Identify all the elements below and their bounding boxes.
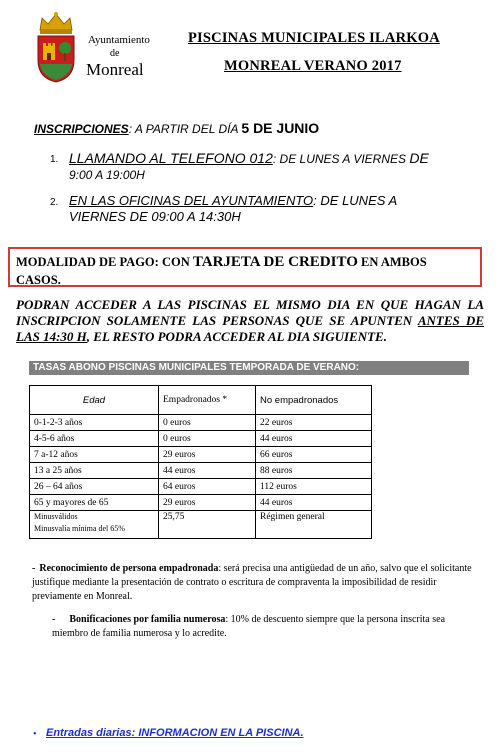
cell-registered: 29 euros — [159, 447, 256, 463]
item-method: EN LAS OFICINAS DEL AYUNTAMIENTO — [69, 193, 314, 208]
access-warning — [16, 297, 484, 345]
table-row — [30, 495, 372, 511]
table-row — [30, 415, 372, 431]
column-header-unregistered: No empadronados — [256, 386, 372, 415]
cell-age: 7 a-12 años — [30, 447, 159, 463]
note-bold: Reconocimiento de persona empadronada — [39, 563, 219, 574]
cell-registered: 29 euros — [159, 495, 256, 511]
cell-age-line-1: Minusválidos — [34, 512, 78, 521]
inscriptions-label: INSCRIPCIONES — [34, 122, 129, 136]
payment-prefix: MODALIDAD DE PAGO: CON — [16, 255, 193, 269]
column-header-age: Edad — [30, 386, 159, 415]
cell-registered: 64 euros — [159, 479, 256, 495]
item-number: 2. — [50, 197, 59, 208]
cell-unregistered: 22 euros — [256, 415, 372, 431]
cell-registered: 0 euros — [159, 431, 256, 447]
item-detail-b: DE — [409, 150, 429, 166]
cell-age: 26 – 64 años — [30, 479, 159, 495]
cell-registered: 25,75 — [159, 511, 256, 539]
item-text — [69, 150, 489, 183]
municipality-line-3: Monreal — [86, 60, 144, 79]
table-header-row — [30, 386, 372, 415]
item-detail-a: : DE LUNES A — [313, 193, 398, 208]
table-row — [30, 511, 372, 539]
payment-highlight: TARJETA DE CREDITO — [192, 254, 358, 270]
item-detail-a: : DE LUNES A VIERNES — [272, 152, 407, 166]
document-title-line-2: MONREAL VERANO 2017 — [224, 58, 402, 74]
note-bold: Bonificaciones por familia numerosa — [69, 614, 226, 625]
cell-unregistered: Régimen general — [256, 511, 372, 539]
column-header-registered: Empadronados * — [159, 386, 256, 415]
cell-unregistered: 44 euros — [256, 431, 372, 447]
item-method: LLAMANDO AL TELEFONO 012 — [69, 150, 273, 166]
document-title-line-1: PISCINAS MUNICIPALES ILARKOA — [188, 30, 440, 46]
warning-part-1: PODRAN ACCEDER A LAS PISCINAS EL MISMO DIA EN QUE HAGAN LA INSCRIPCION SOLAMENTE LAS PERSONAS QUE SE APUNTEN — [16, 297, 484, 328]
cell-age: 4-5-6 años — [30, 431, 159, 447]
cell-age: 0-1-2-3 años — [30, 415, 159, 431]
inscriptions-line — [34, 120, 319, 136]
cell-unregistered: 88 euros — [256, 463, 372, 479]
cell-age: 65 y mayores de 65 — [30, 495, 159, 511]
payment-suffix: EN AMBOS — [357, 255, 427, 269]
note-dash: - — [32, 563, 36, 574]
cell-unregistered: 112 euros — [256, 479, 372, 495]
cell-registered: 44 euros — [159, 463, 256, 479]
cell-unregistered: 66 euros — [256, 447, 372, 463]
table-row — [30, 431, 372, 447]
item-text — [69, 193, 489, 225]
coat-of-arms-logo — [34, 10, 78, 84]
cell-age: 13 a 25 años — [30, 463, 159, 479]
daily-entries-link[interactable]: Entradas diarias: INFORMACION EN LA PISCINA. — [46, 727, 304, 739]
fees-table — [29, 385, 372, 539]
note-text: : será precisa una antigüedad de un año, salvo que el solicitante justifique mediante la presentación de contrato o escritura de compraventa la imposibilidad de residir previamente en Monreal. — [32, 563, 472, 602]
cell-age-line-2: Minusvalía mínima del 65% — [34, 524, 125, 533]
item-detail-c: 9:00 A 19:00H — [69, 168, 145, 182]
warning-part-2: , EL RESTO PODRA ACCEDER AL DIA SIGUIENTE. — [86, 329, 387, 344]
bullet-icon: • — [33, 729, 37, 740]
note-registered-person — [32, 562, 472, 604]
item-detail-c: VIERNES DE 09:00 A 14:30H — [69, 209, 241, 224]
inscriptions-date: 5 DE JUNIO — [241, 120, 320, 136]
payment-line-2: CASOS. — [16, 273, 61, 287]
cell-unregistered: 44 euros — [256, 495, 372, 511]
table-row — [30, 479, 372, 495]
item-number: 1. — [50, 154, 59, 165]
payment-text — [16, 253, 466, 289]
warning-underlined: ANTES DE LAS 14:30 H — [16, 313, 484, 344]
fees-title: TASAS ABONO PISCINAS MUNICIPALES TEMPORADA DE VERANO: — [33, 362, 360, 373]
table-row — [30, 447, 372, 463]
inscriptions-text: : A PARTIR DEL DÍA — [128, 122, 242, 136]
cell-age — [30, 511, 159, 539]
municipality-line-1: Ayuntamiento — [88, 34, 150, 46]
note-large-family — [52, 613, 472, 641]
municipality-line-2: de — [110, 48, 120, 59]
note-text: : 10% de descuento siempre que la persona inscrita sea miembro de familia numerosa y lo acredite. — [52, 614, 446, 639]
note-dash: - — [52, 614, 56, 625]
cell-registered: 0 euros — [159, 415, 256, 431]
table-row — [30, 463, 372, 479]
